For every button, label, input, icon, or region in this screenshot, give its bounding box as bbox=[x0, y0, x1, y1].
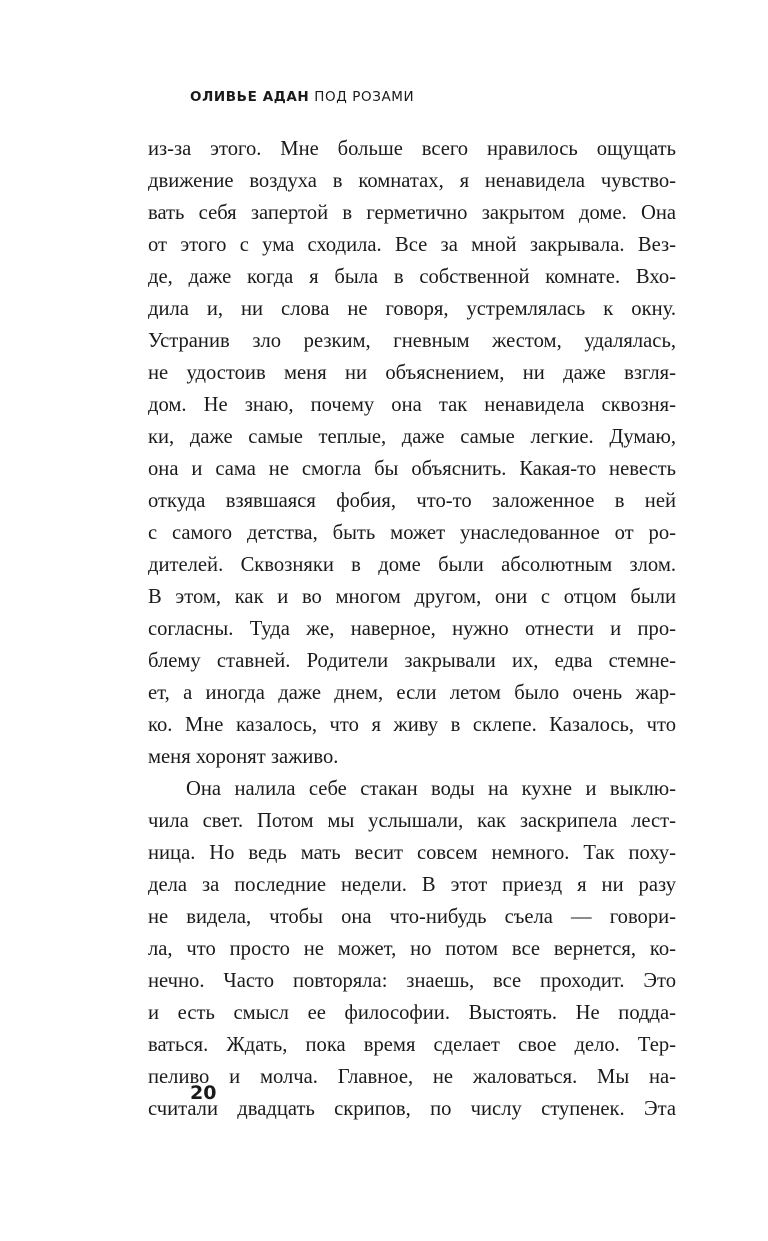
text-line: согласны. Туда же, наверное, нужно отнести и про- bbox=[148, 618, 676, 640]
text-line: ница. Но ведь мать весит совсем немного. Так поху- bbox=[148, 842, 676, 864]
text-line: ко. Мне казалось, что я живу в склепе. Казалось, что bbox=[148, 714, 676, 736]
text-line: чила свет. Потом мы услышали, как заскрипела лест- bbox=[148, 810, 676, 832]
text-line: не видела, чтобы она что-нибудь съела — говори- bbox=[148, 906, 676, 928]
running-head bbox=[190, 89, 414, 105]
text-line: ки, даже самые теплые, даже самые легкие. Думаю, bbox=[148, 426, 676, 448]
text-line: блему ставней. Родители закрывали их, едва стемне- bbox=[148, 650, 676, 672]
text-line: меня хоронят заживо. bbox=[148, 746, 339, 768]
text-line: Она налила себе стакан воды на кухне и выклю- bbox=[186, 778, 676, 800]
text-line: не удостоив меня ни объяснением, ни даже взгля- bbox=[148, 362, 676, 384]
text-line: дила и, ни слова не говоря, устремлялась к окну. bbox=[148, 298, 676, 320]
text-line: откуда взявшаяся фобия, что-то заложенное в ней bbox=[148, 490, 676, 512]
text-line: вать себя запертой в герметично закрытом доме. Она bbox=[148, 202, 676, 224]
page-number: 20 bbox=[190, 1082, 217, 1104]
text-line: нечно. Часто повторяла: знаешь, все проходит. Это bbox=[148, 970, 676, 992]
text-line: дела за последние недели. В этот приезд я ни разу bbox=[148, 874, 676, 896]
text-line: и есть смысл ее философии. Выстоять. Не подда- bbox=[148, 1002, 676, 1024]
running-head-title: ПОД РОЗАМИ bbox=[314, 89, 415, 105]
text-line: из-за этого. Мне больше всего нравилось ощущать bbox=[148, 138, 676, 160]
text-line: В этом, как и во многом другом, они с отцом были bbox=[148, 586, 676, 608]
text-line: ет, а иногда даже днем, если летом было очень жар- bbox=[148, 682, 676, 704]
text-line: с самого детства, быть может унаследованное от ро- bbox=[148, 522, 676, 544]
text-line: ла, что просто не может, но потом все вернется, ко- bbox=[148, 938, 676, 960]
paragraph-1 bbox=[148, 133, 676, 773]
body-text bbox=[148, 133, 676, 1125]
text-line: ваться. Ждать, пока время сделает свое дело. Тер- bbox=[148, 1034, 676, 1056]
text-line: она и сама не смогла бы объяснить. Какая-то невесть bbox=[148, 458, 676, 480]
text-line: дителей. Сквозняки в доме были абсолютным злом. bbox=[148, 554, 676, 576]
text-line: дом. Не знаю, почему она так ненавидела сквозня- bbox=[148, 394, 676, 416]
text-line: пеливо и молча. Главное, не жаловаться. Мы на- bbox=[148, 1066, 676, 1088]
text-line: считали двадцать скрипов, по числу ступенек. Эта bbox=[148, 1098, 676, 1120]
text-line: от этого с ума сходила. Все за мной закрывала. Вез- bbox=[148, 234, 676, 256]
text-line: де, даже когда я была в собственной комнате. Вхо- bbox=[148, 266, 676, 288]
text-line: Устранив зло резким, гневным жестом, удалялась, bbox=[148, 330, 676, 352]
text-line: движение воздуха в комнатах, я ненавидела чувство- bbox=[148, 170, 676, 192]
paragraph-2 bbox=[148, 773, 676, 1125]
running-head-author: ОЛИВЬЕ АДАН bbox=[190, 89, 310, 105]
